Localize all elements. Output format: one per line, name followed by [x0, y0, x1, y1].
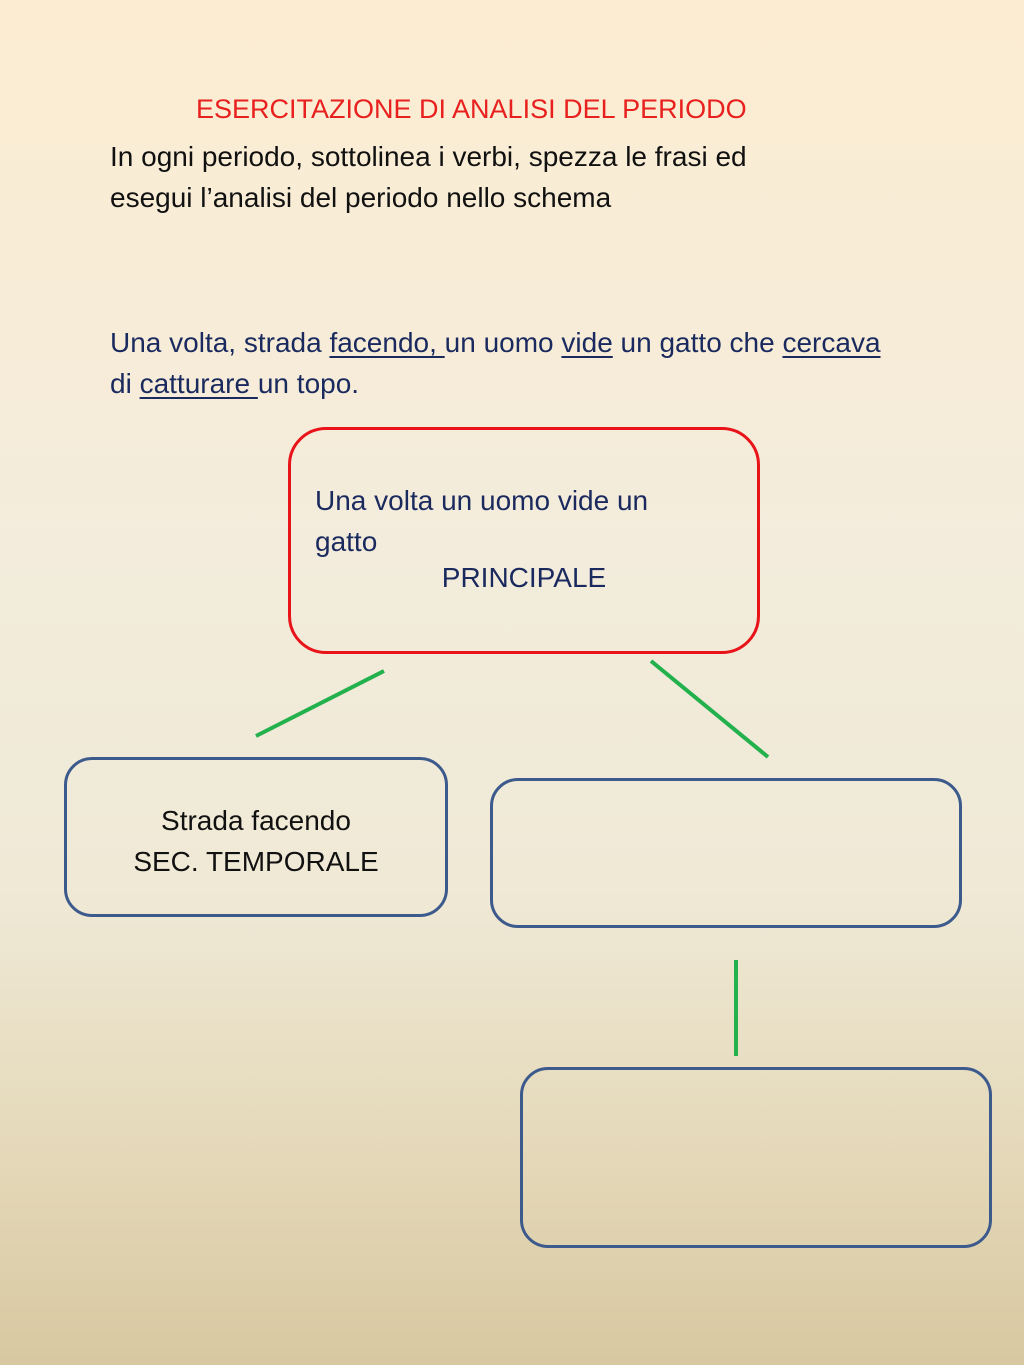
temporal-clause-label: SEC. TEMPORALE [133, 846, 379, 877]
connector-main-to-right [651, 661, 768, 757]
sentence-text: Una volta, strada [110, 327, 330, 358]
sentence-text: un gatto che [612, 327, 783, 358]
underlined-verb: facendo, [329, 327, 445, 358]
main-clause-box [288, 427, 760, 654]
underlined-verb: catturare [139, 368, 258, 399]
main-clause-text: Una volta un uomo vide un gatto [315, 485, 649, 557]
temporal-clause-box [64, 757, 448, 917]
main-clause-label: PRINCIPALE [441, 562, 607, 593]
underlined-verb: cercava [782, 327, 881, 358]
temporal-clause-content [67, 800, 445, 882]
sentence-text: un topo. [257, 368, 360, 399]
empty-clause-box-right [490, 778, 962, 928]
sentence-text: un uomo [444, 327, 562, 358]
exercise-title: ESERCITAZIONE DI ANALISI DEL PERIODO [196, 94, 747, 124]
connector-main-to-left [256, 671, 384, 736]
sentence-text: di [110, 368, 140, 399]
instructions-line-1: In ogni periodo, sottolinea i verbi, spezza le frasi ed [110, 141, 747, 172]
empty-clause-box-bottom [520, 1067, 992, 1248]
underlined-verb: vide [561, 327, 613, 358]
instructions-line-2: esegui l’analisi del periodo nello schema [110, 182, 612, 213]
temporal-clause-text: Strada facendo [161, 805, 351, 836]
